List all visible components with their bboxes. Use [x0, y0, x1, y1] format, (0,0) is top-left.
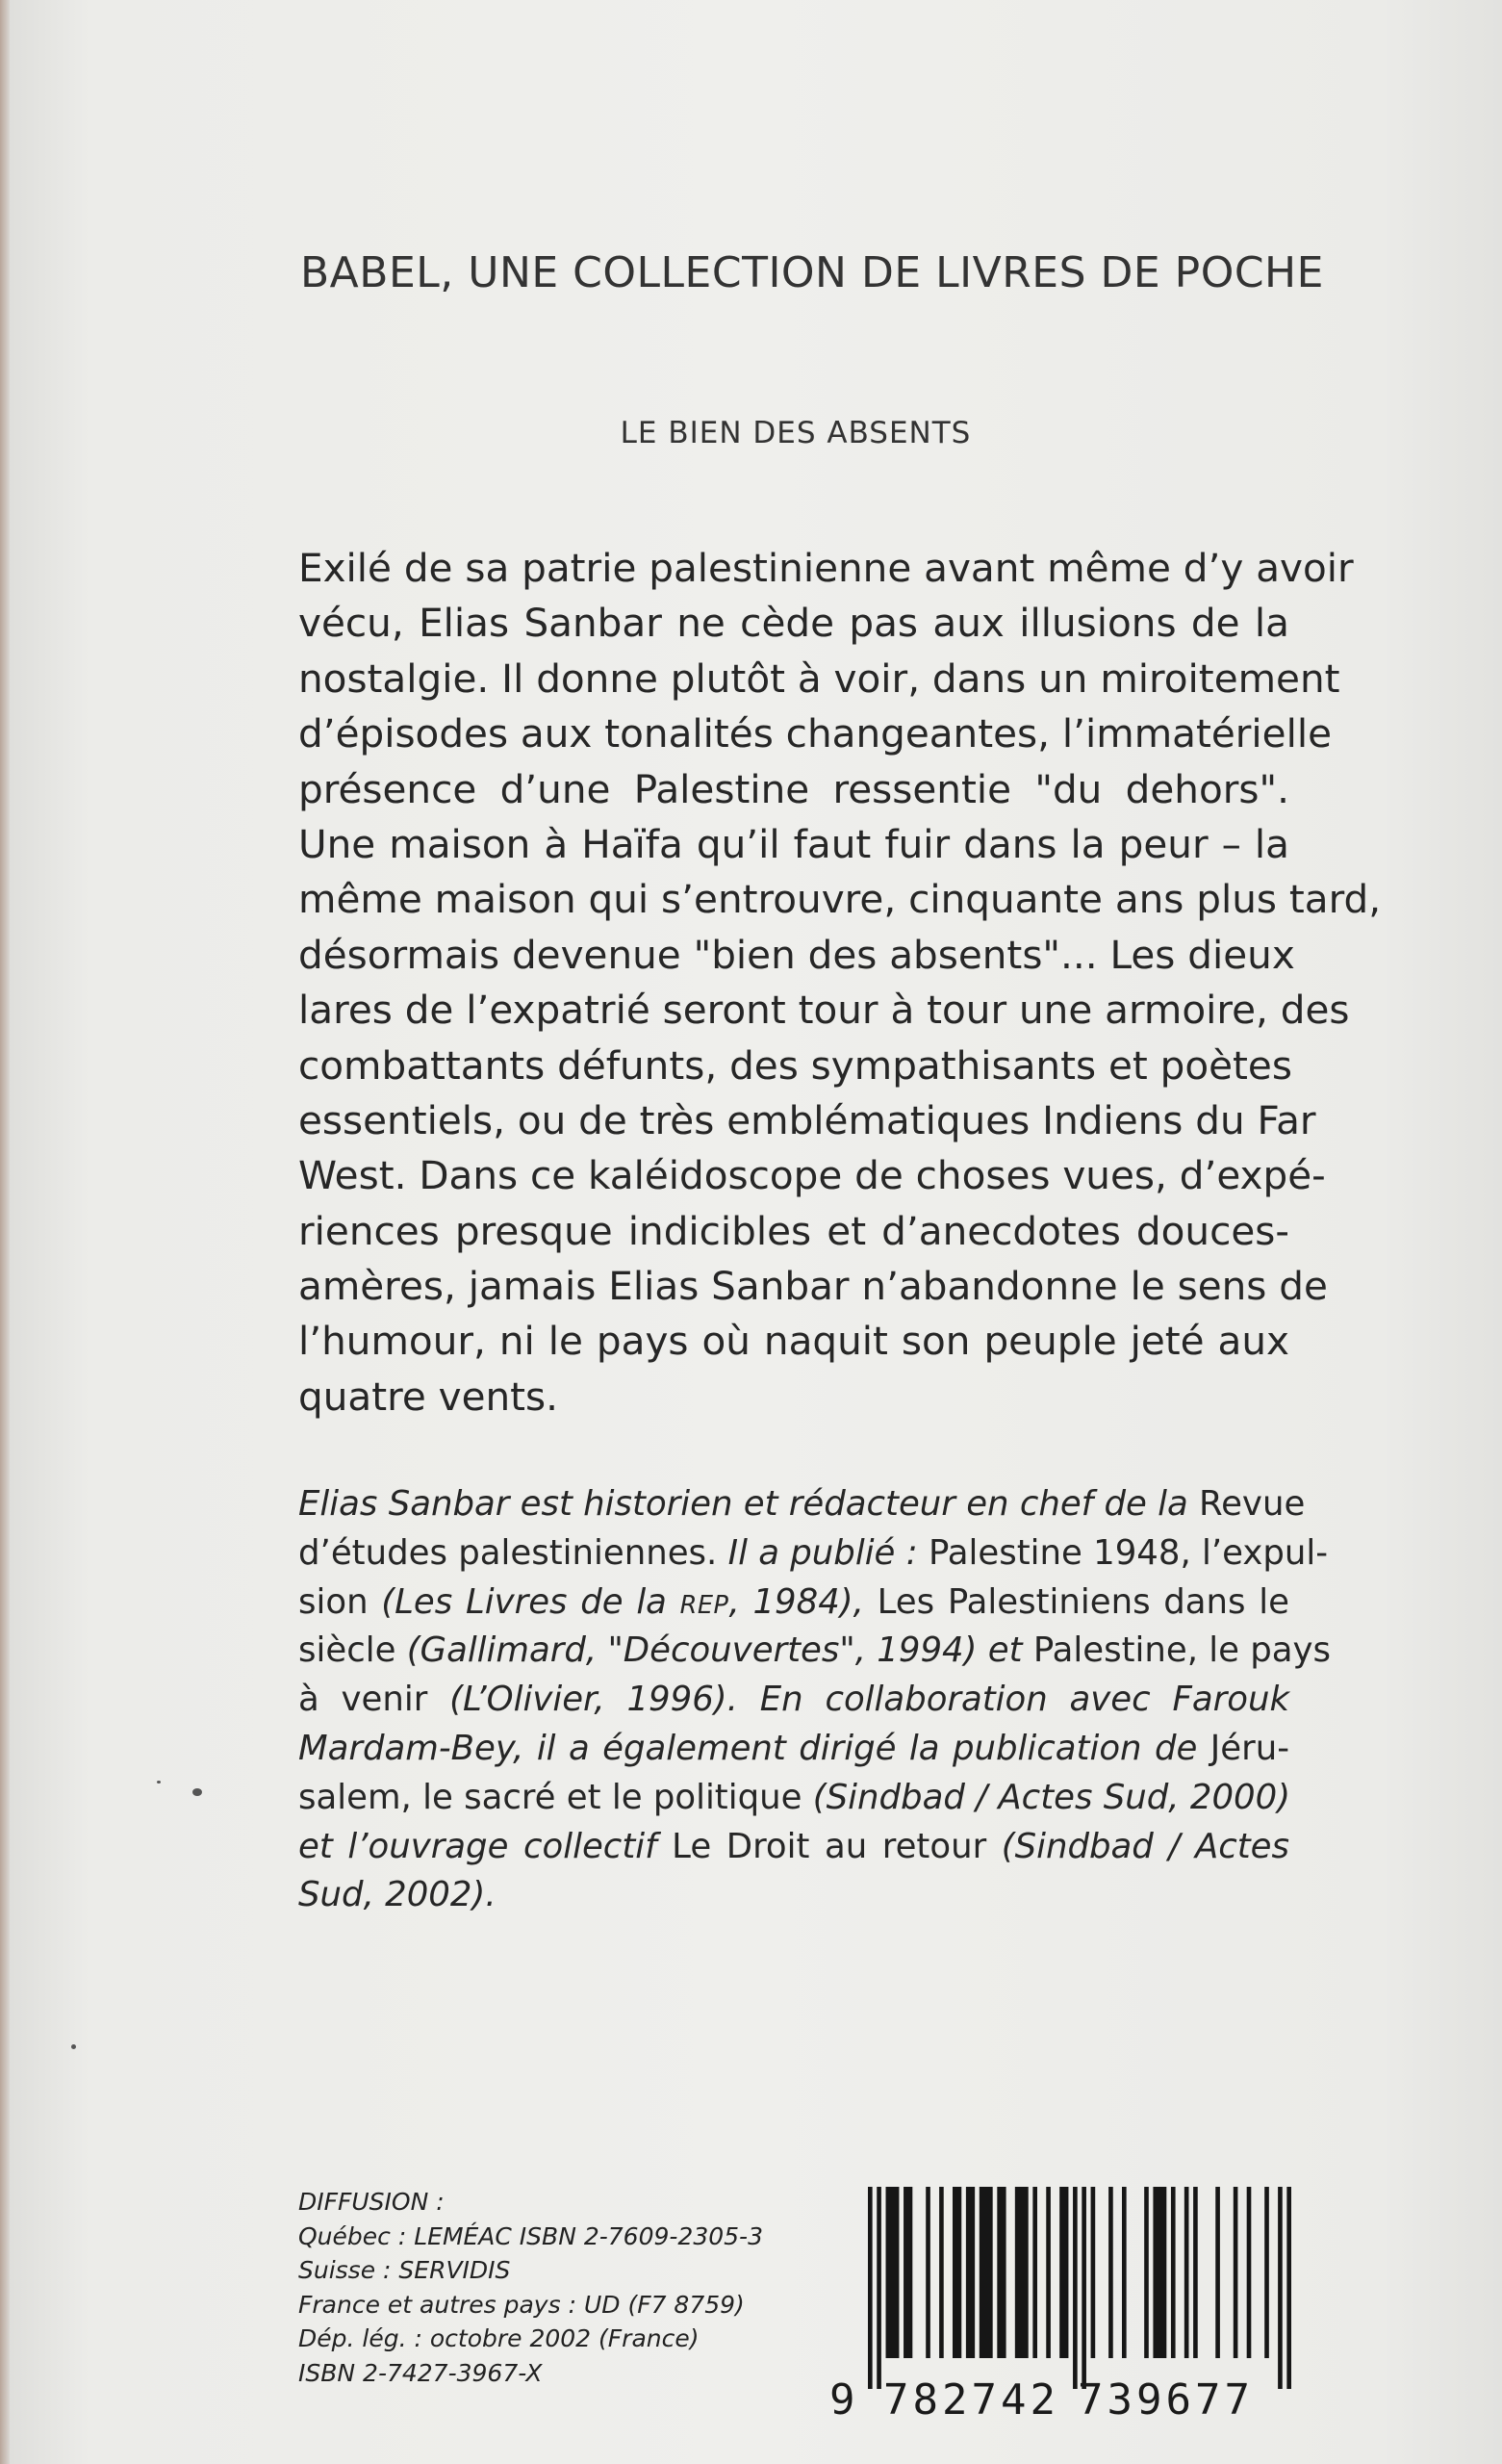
barcode-bar [1091, 2187, 1096, 2358]
bio-line [298, 1529, 1329, 1578]
blurb-line: d’épisodes aux tonalités changeantes, l’immatérielle [298, 710, 1333, 757]
blurb-line: présence d’une Palestine ressentie "du dehors". [298, 765, 1289, 812]
blurb-line: Exilé de sa patrie palestinienne avant même d’y avoir [298, 545, 1354, 591]
dust-speck [157, 1781, 161, 1784]
bio-italic: Mardam-Bey, il a également dirigé la publication de [298, 1728, 1198, 1768]
blurb-line: nostalgie. Il donne plutôt à voir, dans un miroitement [298, 654, 1340, 702]
bio-roman: à venir [298, 1680, 428, 1720]
blurb-line: Une maison à Haïfa qu’il faut fuir dans la peur – la [298, 820, 1289, 867]
bio-line [298, 1823, 1289, 1872]
bio-smallcaps: REP [679, 1590, 729, 1620]
distribution-info [298, 2185, 837, 2390]
barcode-bar [1046, 2187, 1051, 2358]
bio-italic: (Les Livres de la [368, 1581, 680, 1622]
barcode-bar [1032, 2187, 1037, 2358]
barcode-bar [980, 2187, 993, 2358]
bio-line [298, 1627, 1332, 1676]
bio-roman: d’études palestiniennes. [298, 1532, 718, 1573]
bio-italic: et l’ouvrage collectif [298, 1826, 657, 1866]
bio-roman: Jéru- [1197, 1728, 1290, 1768]
barcode-left-group: 782742 [883, 2375, 1059, 2425]
bio-italic: , 1984), [728, 1581, 864, 1622]
bio-italic: (Sindbad / Actes [986, 1826, 1289, 1866]
barcode-bar [926, 2187, 930, 2358]
barcode-bar [1193, 2187, 1198, 2358]
distribution-line: Québec : LEMÉAC ISBN 2-7609-2305-3 [298, 2221, 763, 2250]
bio-roman: sion [298, 1581, 369, 1622]
bio-line [298, 1725, 1289, 1774]
cover-edge [0, 0, 10, 2464]
blurb-line: lares de l’expatrié seront tour à tour une armoire, des [298, 987, 1350, 1034]
bio-roman: siècle [298, 1630, 396, 1671]
blurb-line: amères, jamais Elias Sanbar n’abandonne le sens de [298, 1263, 1328, 1310]
blurb-line: riences presque indicibles et d’anecdotes douces- [298, 1207, 1289, 1254]
collection-heading: BABEL, UNE COLLECTION DE LIVRES DE POCHE [300, 248, 1324, 297]
bio-line [298, 1578, 1289, 1628]
barcode-bar [997, 2187, 1006, 2358]
distribution-line: ISBN 2-7427-3967-X [298, 2358, 543, 2387]
barcode-bar [966, 2187, 975, 2358]
barcode-digits [829, 2356, 1293, 2433]
blurb-line: même maison qui s’entrouvre, cinquante ans plus tard, [298, 876, 1382, 923]
author-bio [298, 1480, 1332, 1920]
barcode-bar [953, 2187, 961, 2358]
blurb-line: l’humour, ni le pays où naquit son peuple jeté aux [298, 1318, 1289, 1365]
isbn-barcode [829, 2187, 1293, 2456]
dust-speck [71, 2044, 76, 2049]
distribution-line: Dép. lég. : octobre 2002 (France) [298, 2324, 700, 2352]
barcode-bar [1153, 2187, 1166, 2358]
bio-line [298, 1676, 1289, 1725]
bio-roman: Le Droit au retour [656, 1826, 987, 1866]
barcode-bar [1184, 2187, 1189, 2358]
bio-italic: Il a publié : [717, 1532, 918, 1573]
barcode-right-group: 739677 [1078, 2375, 1254, 2425]
book-title: LE BIEN DES ABSENTS [620, 416, 972, 450]
barcode-bar [1215, 2187, 1220, 2358]
blurb-paragraph [298, 541, 1382, 1424]
bio-italic: (L’Olivier, 1996). En collaboration avec Farouk [427, 1680, 1289, 1720]
barcode-bar [1144, 2187, 1149, 2358]
bio-line [298, 1480, 1306, 1529]
distribution-line: DIFFUSION : [298, 2188, 445, 2216]
bio-roman: Les Palestiniens dans le [863, 1581, 1289, 1622]
distribution-line: France et autres pays : UD (F7 8759) [298, 2290, 745, 2319]
barcode-bar [1108, 2187, 1113, 2358]
barcode-bar [1122, 2187, 1127, 2358]
barcode-bar [1247, 2187, 1252, 2358]
barcode-bar [939, 2187, 944, 2358]
bio-italic: Elias Sanbar est historien et rédacteur en chef de la [298, 1484, 1188, 1524]
blurb-line: West. Dans ce kaléidoscope de choses vues, d’expé- [298, 1152, 1326, 1199]
barcode-bar [904, 2187, 912, 2358]
barcode-bar [1015, 2187, 1029, 2358]
bio-roman: Palestine 1948, l’expul- [917, 1532, 1329, 1573]
bio-roman: Palestine, le pays [1022, 1630, 1332, 1671]
bio-line [298, 1871, 1289, 1920]
distribution-line: Suisse : SERVIDIS [298, 2256, 511, 2284]
barcode-bar [1171, 2187, 1176, 2358]
dust-speck [192, 1788, 202, 1796]
barcode-bar [886, 2187, 900, 2358]
barcode-first-digit: 9 [829, 2375, 855, 2425]
blurb-line: combattants défunts, des sympathisants et poètes [298, 1041, 1292, 1089]
bio-italic: Sud, 2002). [298, 1875, 496, 1915]
barcode-bar [1234, 2187, 1238, 2358]
barcode-bar [1059, 2187, 1068, 2358]
barcode-bar [1264, 2187, 1269, 2358]
blurb-line: quatre vents. [298, 1373, 559, 1420]
blurb-line: vécu, Elias Sanbar ne cède pas aux illusions de la [298, 600, 1289, 647]
bio-roman: Revue [1187, 1484, 1306, 1524]
bio-italic: (Sindbad / Actes Sud, 2000) [802, 1777, 1291, 1817]
bio-roman: salem, le sacré et le politique [298, 1777, 802, 1817]
blurb-line: désormais devenue "bien des absents"... Les dieux [298, 931, 1295, 978]
bio-italic: (Gallimard, "Découvertes", 1994) et [395, 1630, 1023, 1671]
blurb-line: essentiels, ou de très emblématiques Indiens du Far [298, 1096, 1316, 1143]
bio-line [298, 1774, 1289, 1823]
